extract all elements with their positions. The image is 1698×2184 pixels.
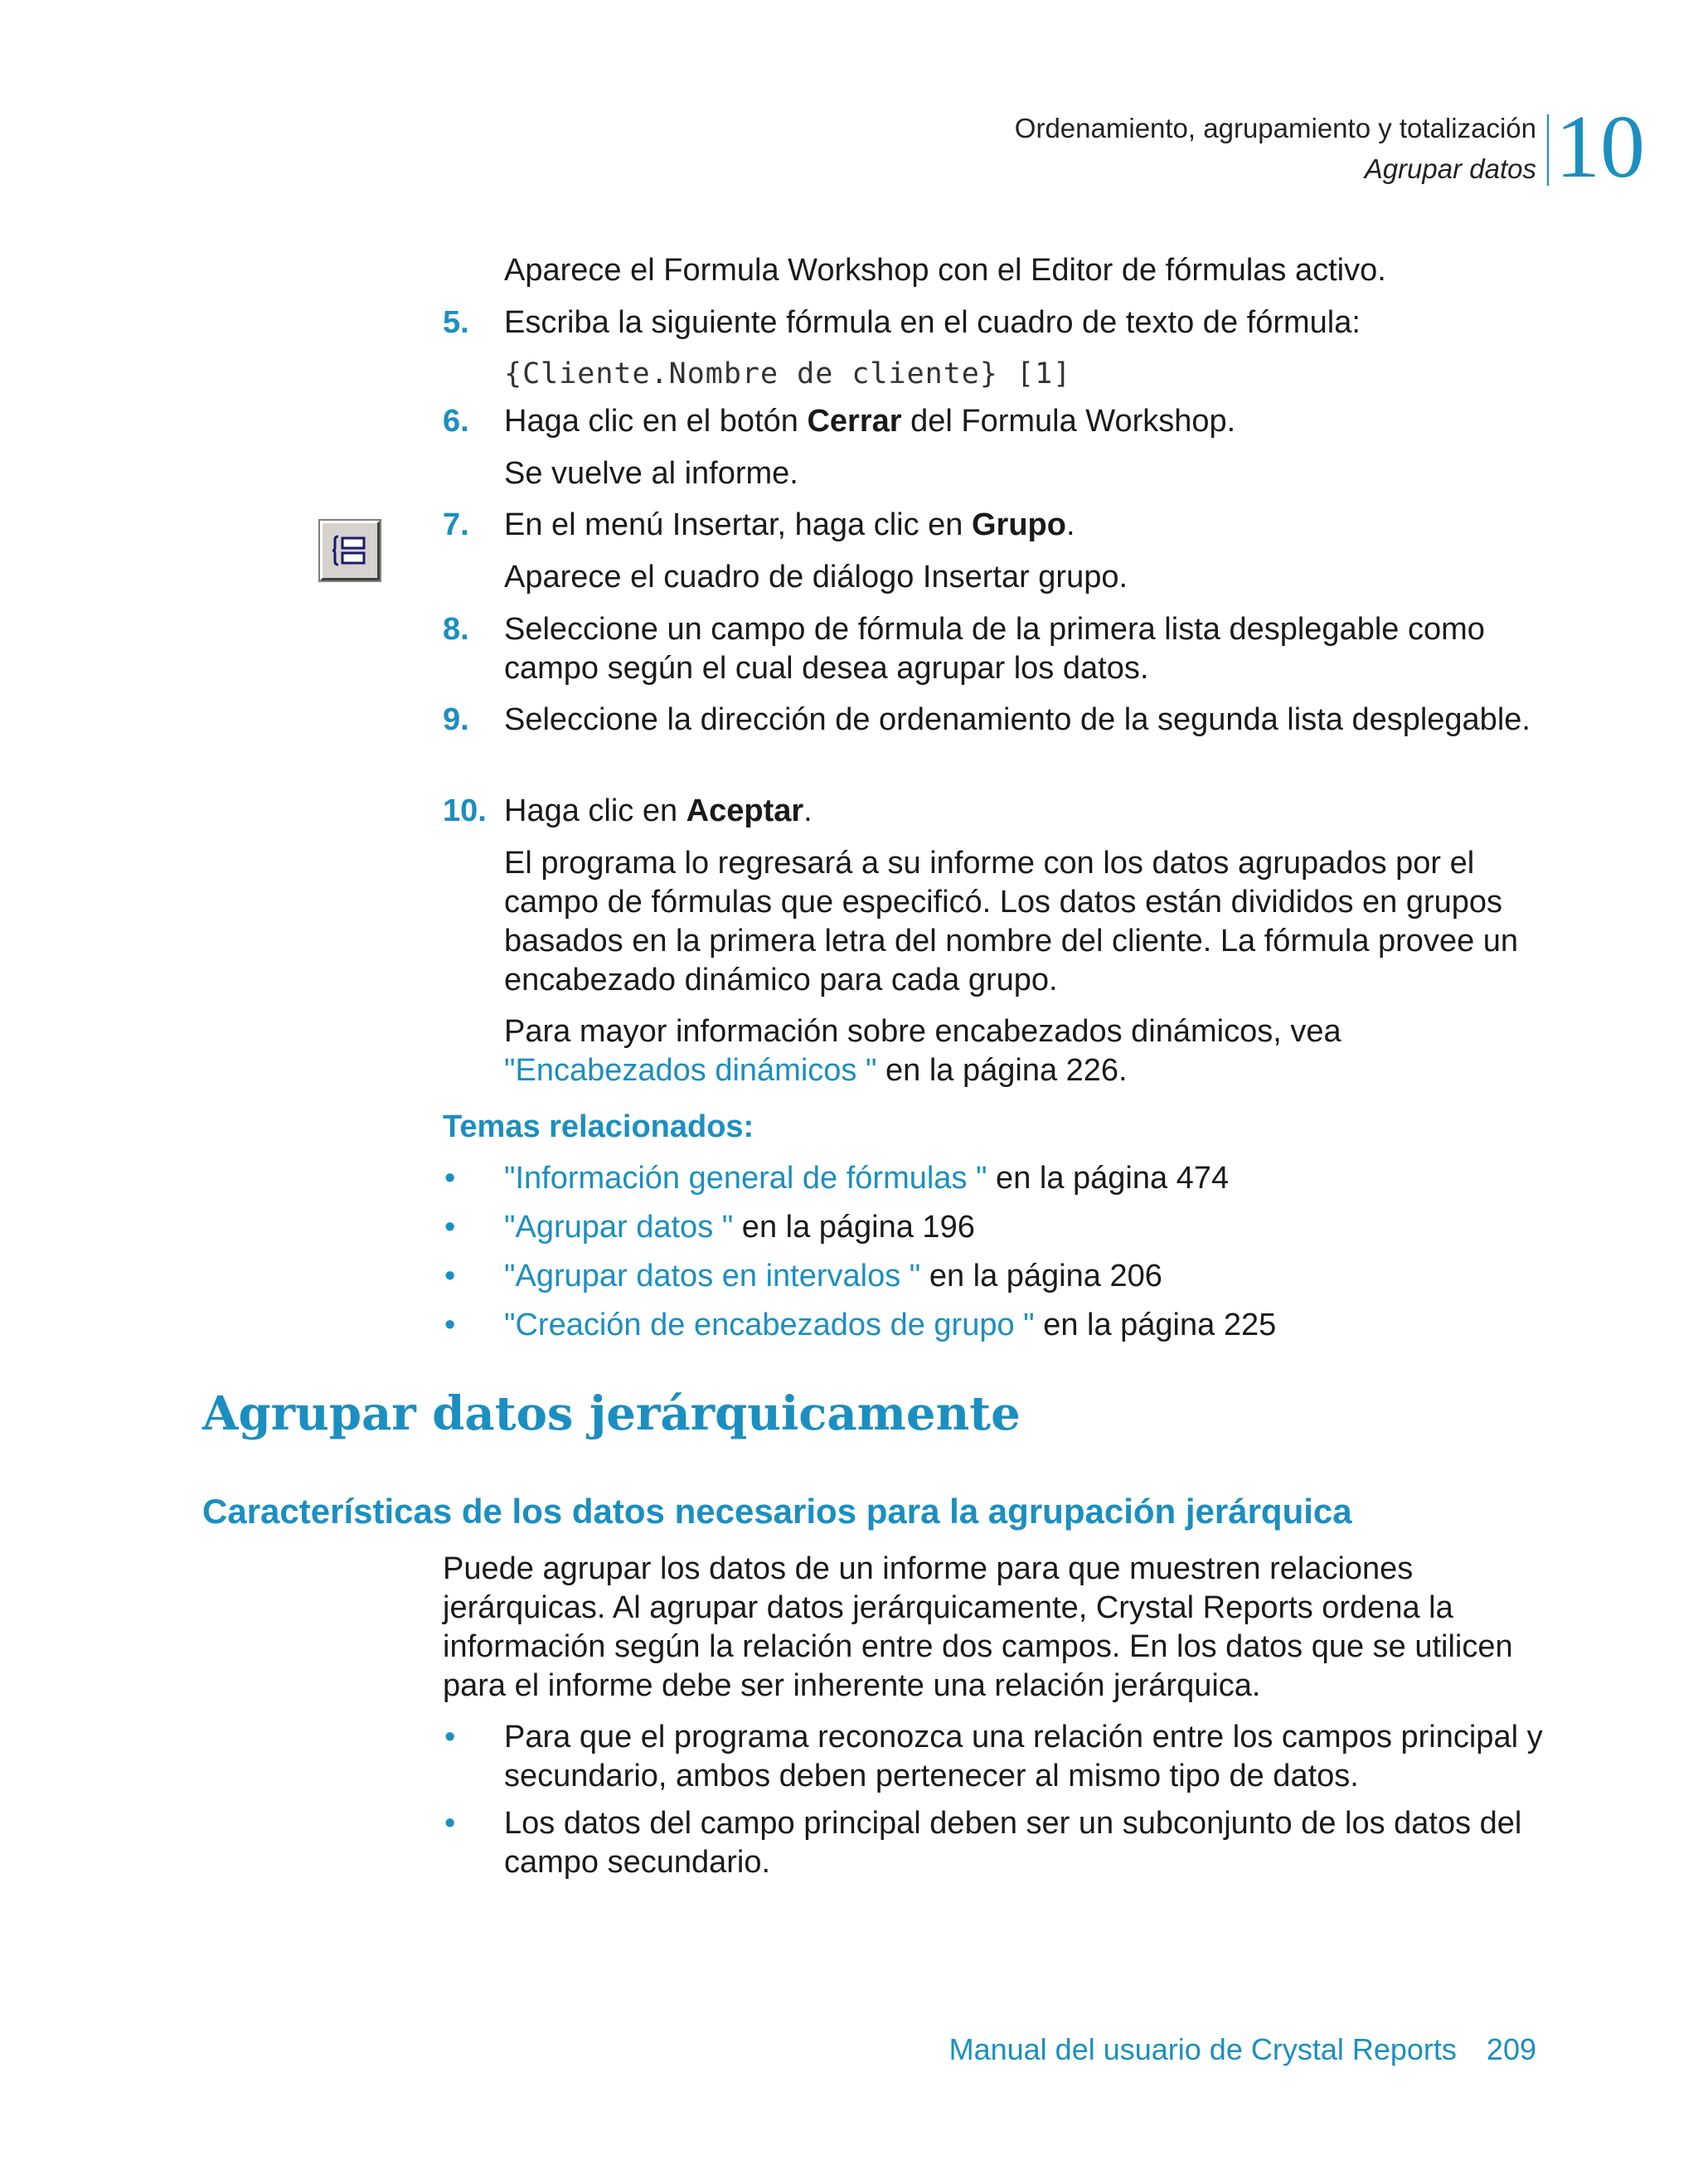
related-item-4 <box>504 1306 1549 1345</box>
section-bullet-1: • <box>444 1720 456 1754</box>
related-item-2 <box>504 1208 1549 1247</box>
insert-group-toolbar-button[interactable] <box>320 521 380 580</box>
related-bullet-1: • <box>444 1161 456 1196</box>
step-6-result: Se vuelve al informe. <box>504 456 798 491</box>
link-encabezados-dinamicos[interactable]: "Encabezados dinámicos " <box>504 1053 877 1088</box>
header-section-title: Agrupar datos <box>1364 153 1536 184</box>
step-intro-text: Aparece el Formula Workshop con el Editor de fórmulas activo. <box>504 253 1386 288</box>
step-6-bold: Cerrar <box>807 404 902 439</box>
related-item-1 <box>504 1159 1549 1198</box>
running-header <box>1015 108 1536 189</box>
step-10-text <box>504 792 1549 831</box>
page-footer <box>949 2030 1536 2069</box>
formula-code: {Cliente.Nombre de cliente} [1] <box>504 357 1072 391</box>
step-6-post: del Formula Workshop. <box>901 404 1236 439</box>
chapter-number: 10 <box>1555 98 1645 197</box>
related-bullet-2: • <box>444 1210 456 1245</box>
step-5-text: Escriba la siguiente fórmula en el cuadro de texto de fórmula: <box>504 305 1361 340</box>
related-item-3 <box>504 1257 1549 1296</box>
footer-title: Manual del usuario de Crystal Reports <box>948 2032 1457 2066</box>
section-bullet-text-2: Los datos del campo principal deben ser un subconjunto de los datos del campo secundario. <box>504 1806 1522 1880</box>
step-8-text: Seleccione un campo de fórmula de la primera lista desplegable como campo según el cual desea agrupar los datos. <box>504 612 1485 686</box>
header-chapter-title: Ordenamiento, agrupamiento y totalización <box>1014 113 1536 143</box>
step-10-more-post: en la página 226. <box>876 1053 1128 1088</box>
related-page-4: en la página 225 <box>1034 1308 1277 1342</box>
related-page-2: en la página 196 <box>733 1210 975 1245</box>
insert-group-icon <box>331 531 369 570</box>
related-topics-title: Temas relacionados: <box>443 1109 754 1144</box>
step-10-bold: Aceptar <box>686 794 804 828</box>
step-6-pre: Haga clic en el botón <box>504 404 808 439</box>
step-number-6: 6. <box>443 404 469 439</box>
step-7-post: . <box>1065 507 1075 542</box>
step-number-5: 5. <box>443 305 469 340</box>
related-link-3[interactable]: "Agrupar datos en intervalos " <box>504 1259 921 1293</box>
step-10-pre: Haga clic en <box>504 794 686 828</box>
step-7-bold: Grupo <box>972 507 1066 542</box>
page-number: 209 <box>1486 2032 1536 2066</box>
section-title: Agrupar datos jerárquicamente <box>202 1386 1021 1441</box>
related-bullet-4: • <box>444 1308 456 1342</box>
step-number-9: 9. <box>443 702 469 737</box>
section-paragraph: Puede agrupar los datos de un informe para que muestren relaciones jerárquicas. Al agrupar datos jerárquicamente, Crystal Reports ordena la información según la relación entre dos campos. En los datos que se utilicen para el informe debe ser inherente una relación jerárquica. <box>443 1551 1513 1703</box>
step-number-7: 7. <box>443 507 469 542</box>
step-10-post: . <box>803 794 813 828</box>
step-7-text <box>504 506 1549 545</box>
related-bullet-3: • <box>444 1259 456 1293</box>
related-page-3: en la página 206 <box>920 1259 1162 1293</box>
header-divider <box>1547 114 1549 186</box>
step-7-result: Aparece el cuadro de diálogo Insertar grupo. <box>504 560 1128 595</box>
step-10-more <box>504 1012 1549 1090</box>
step-9-text: Seleccione la dirección de ordenamiento de la segunda lista desplegable. <box>504 702 1531 737</box>
section-bullet-text-1: Para que el programa reconozca una relación entre los campos principal y secundario, ambos deben pertenecer al mismo tipo de datos. <box>504 1720 1543 1793</box>
related-page-1: en la página 474 <box>987 1161 1230 1196</box>
section-bullet-2: • <box>444 1806 456 1841</box>
step-number-8: 8. <box>443 612 469 647</box>
related-link-2[interactable]: "Agrupar datos " <box>504 1210 734 1245</box>
related-link-1[interactable]: "Información general de fórmulas " <box>504 1161 987 1196</box>
step-10-result: El programa lo regresará a su informe con los datos agrupados por el campo de fórmulas que especificó. Los datos están divididos en grupos basados en la primera letra del nombre del cliente. La fórmula provee un encabezado dinámico para cada grupo. <box>504 846 1519 997</box>
step-7-pre: En el menú Insertar, haga clic en <box>504 507 972 542</box>
related-link-4[interactable]: "Creación de encabezados de grupo " <box>504 1308 1035 1342</box>
section-subtitle: Características de los datos necesarios para la agrupación jerárquica <box>202 1492 1352 1531</box>
step-6-text <box>504 402 1549 441</box>
step-number-10: 10. <box>443 794 487 828</box>
step-10-more-pre: Para mayor información sobre encabezados dinámicos, vea <box>504 1014 1341 1049</box>
